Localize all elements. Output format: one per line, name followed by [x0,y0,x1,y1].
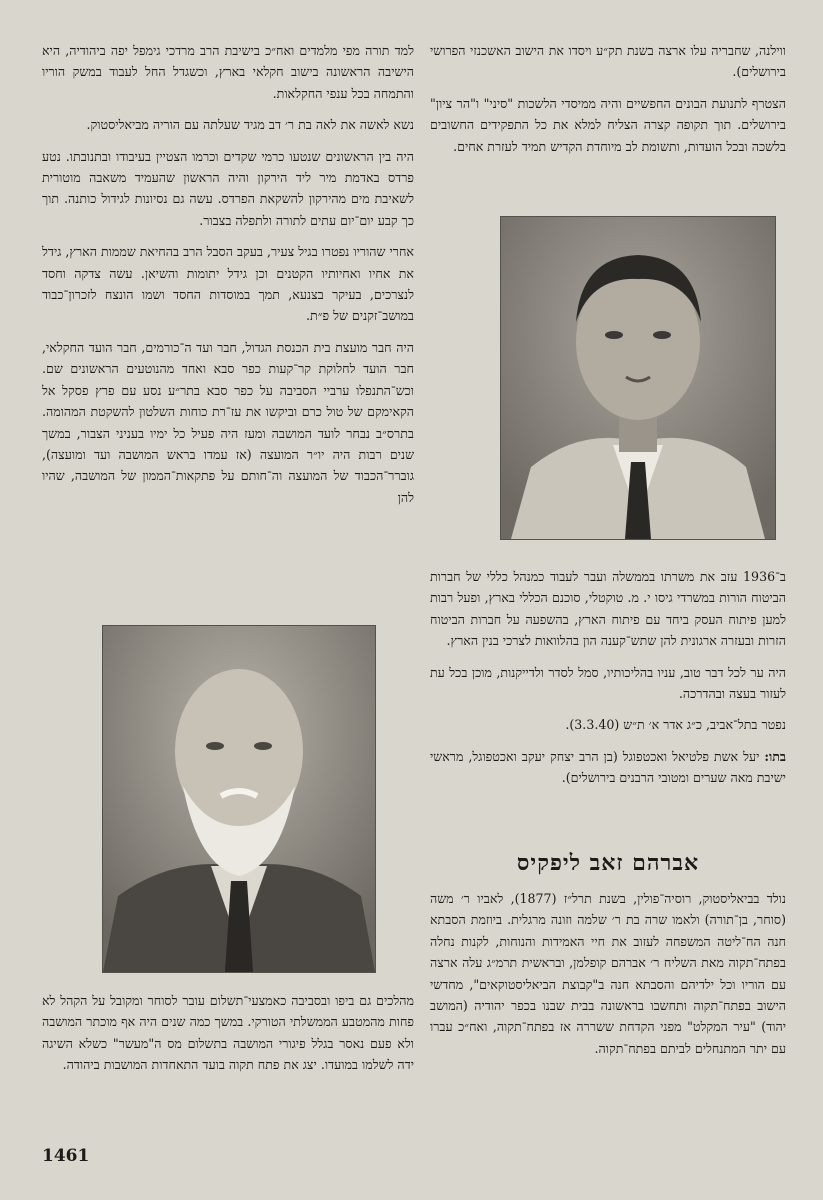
paragraph: הצטרף לתנועת הבונים החפשיים והיה ממיסדי הלשכות "סיני" ו"הר ציון" בירושלים. תוך תקופה קצרה הצליח למלא את כל התפקידים החשובים בלשכה ובכל הועדות, ותשומת לב מיוחדת הקדיש תמיד לעזרת אחים. [430,95,787,154]
paragraph: היה חבר מועצת בית הכנסת הגדול, חבר ועד ה־כורמים, חבר הועד החקלאי, חבר הועד לחלוקת קר־קעות כפר סבא ואחד מהנוטעים הראשונים שם. וכש־התנפלו ערביי הסביבה על כפר סבא בתר״ע נסע עם פרץ פסקל אל הקאימקם של טול כרם וביקשו את עז־רת כוחות השלטון להשקטת המהומה. בתרס״ב נבחר לועד המושבה ומעז היה פעיל כל ימיו בעניני הצבור, במשך שנים רבות היה יו״ר המועצה (אז עמדו בראש המושבה ועד ומועצה), גוברר־הכבוד של המועצה וה־חותם על פתקאות־הממון של המושבה, שהיו להן [42,339,414,505]
left-column-bottom [42,990,414,1086]
right-column-section [430,888,786,1069]
paragraph: נשא לאשה את לאה בת ר׳ דב מגיד שעלתה עם הוריה מביאליסטוק. [86,117,414,133]
portrait-photo-2 [102,625,376,973]
paragraph: ב־1936 עזב את משרתו בממשלה ועבר לעבוד כמנהל כללי של חברות הביטוח הורות במשרדי גיסו י. מ. טוקטלי, סוכנם הכללי בארץ, ופעל רבות למען פיתוח העסק ביחד עם פיתוח הארץ, בהשפעה על חברות הביטוח הזרות ובעזרה ארגונית להן שתש־קענה הון בהלוואות לצרכי בנין הארץ. [430,569,786,649]
paragraph: נולד בביאליסטוק, רוסיה־פולין, בשנת תרל״ז (1877), לאביו ר׳ משה (סוחר, בן־תורה) ולאמו שרה בת ר׳ שלמה וזונה מרגלית. ביוזמת הסבתא חנה הח־ליטה המשפחה לעזוב את חיי האמידות והנוחות, לקנות נחלה בפתח־תקוה מאת השליח ר׳ אברהם קופלמן, ובראשית תרמ״ג עלה ארצה עם הוריו וכל ילדיהם והסבתא חנה ב"קבוצת הביאליסטוקאים", מחדשי הישוב בפתח־תקוה ותחשבו בראשונה בבית שבנו בכפר יהודיה (המושב יהוד) "עיר המקלט" מפני הקדחת ששררה אז בפתח־תקוה, ואח״כ עברו עם יתר המתנחלים לביתם בפתח־תקוה. [430,891,786,1056]
portrait-photo-1 [500,216,776,540]
portrait-2-image [103,626,375,972]
daughter-paragraph [430,746,786,789]
daughter-label: בתו: [764,748,786,764]
page-number: 1461 [42,1146,90,1166]
paragraph: היה בין הראשונים שנטעו כרמי שקדים וכרמו הצטיין בעיבודו ובתנובתו. נטע פרדס באדמת מיר ליד הירקון והיה הראשון שהעמיד משאבה מוטורית לשאיבת מים מהירקון להשקאת הפרדס. עשה גם נסיונות לגידול כותנה. תוך כך קבע יום־יום עתים לתורה ולתפלה בצבור. [42,148,414,228]
right-column-top [430,40,786,167]
paragraph: ווילנה, שחבריה עלו ארצה בשנת תק״ע ויסדו את הישוב האשכנזי הפרושי בירושלים). [430,43,786,80]
paragraph: נפטר בתל־אביב, כ״ג אדר א׳ ת״ש (3.3.40). [565,717,786,733]
section-title: אברהם זאב ליפקיס [516,850,700,876]
paragraph: למד תורה מפי מלמדים ואח״כ בישיבת הרב מרדכי גימפל יפה ביהודיה, היא הישיבה הראשונה בישוב חקלאי בארץ, וכשגדל החל לעבוד במשק הוריו והתמחה בכל ענפי החקלאות. [42,43,414,101]
paragraph: היה ער לכל דבר טוב, עניו בהליכותיו, סמל לסדר ולדייקנות, מוכן בכל עת לעזור בעצה ובהדרכה. [430,664,786,702]
right-column-bottom [430,566,786,799]
daughter-text: יעל אשת פלטיאל ואכטפוגל (בן הרב יצחק יעקב ואכטפוגל, מראשי ישיבת מאה שערים ומטובי הרבנים בירושלים). [430,748,786,786]
portrait-1-image [501,217,775,539]
left-column [42,40,414,518]
paragraph: אחרי שהוריו נפטרו בגיל צעיר, בעקב הסבל הרב בהחיאת שממות הארץ, גידל את אחיו ואחיותיו הקטנים וכן גידל יתומות והשיאן. עשה צדקה וחסד לנצרכים, בעיקר בצנעא, תמך במוסדות החסד ושמו הונצח לזכרון־כבוד במושב־זקנים של פ״ת. [42,244,414,324]
paragraph: מהלכים גם ביפו ובסביבה כאמצעי־תשלום עובר לסוחר ומקובל על הקהל לא פחות מהמטבע הממשלתי הטורקי. במשך כמה שנים היה אף מוכתר המושבה ולא פעם נאסר בגלל פיגורי המושבה בתשלום מס ה"מעשר" כשלא השיגה ידה לשלמו במועדו. יצג את פתח תקוה בועד התאחדות המושבות ביהודה. [42,993,414,1073]
